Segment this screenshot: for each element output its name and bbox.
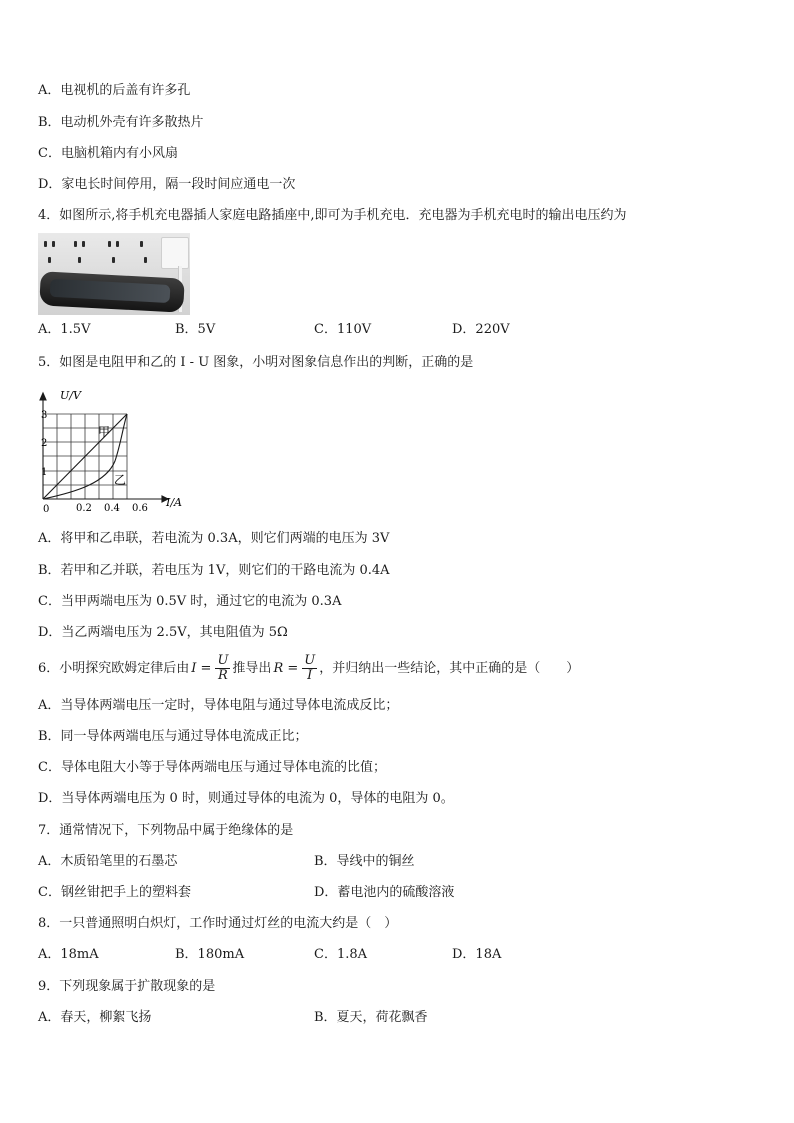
q5-option-a: A．将甲和乙串联，若电流为 0.3A，则它们两端的电压为 3V [38, 531, 390, 546]
q4-option-d: D．220V [452, 322, 510, 337]
q3-option-d: D．家电长时间停用，隔一段时间应通电一次 [38, 177, 296, 192]
formula-i-fraction: $\frac{U}{R}$ [217, 653, 229, 683]
x-tick-06: 0.6 [132, 503, 148, 514]
curve-label-yi: 乙 [114, 473, 127, 487]
q4-option-b: B．5V [175, 322, 216, 337]
formula-i-equals: I = [191, 660, 212, 676]
q8-option-c: C．1.8A [314, 947, 368, 962]
q8-option-a: A．18mA [38, 947, 99, 962]
q8-option-d: D．18A [452, 947, 502, 962]
q8-option-b: B．180mA [175, 947, 245, 962]
graph-axes [40, 393, 168, 502]
q4-option-a: A．1.5V [38, 322, 91, 337]
q7-stem: 7．通常情况下，下列物品中属于绝缘体的是 [38, 823, 294, 838]
q4-stem: 4．如图所示,将手机充电器插人家庭电路插座中,即可为手机充电．充电器为手机充电时的输出电压约为 [38, 208, 627, 223]
q5-option-d: D．当乙两端电压为 2.5V，其电阻值为 5Ω [38, 625, 288, 640]
q7-option-d: D．蓄电池内的硫酸溶液 [314, 885, 455, 900]
q6-option-d: D．当导体两端电压为 0 时，则通过导体的电流为 0，导体的电阻为 0。 [38, 791, 454, 806]
q7-option-b: B．导线中的铜丝 [314, 854, 415, 869]
y-tick-2: 2 [41, 438, 48, 449]
q7-option-c: C．钢丝钳把手上的塑料套 [38, 885, 191, 900]
q8-stem: 8．一只普通照明白炽灯，工作时通过灯丝的电流大约是（ ） [38, 916, 398, 931]
q6-option-a: A．当导体两端电压一定时，导体电阻与通过导体电流成反比； [38, 698, 399, 713]
q5-option-c: C．当甲两端电压为 0.5V 时，通过它的电流为 0.3A [38, 594, 342, 609]
y-tick-1: 1 [41, 467, 48, 478]
iu-graph [36, 385, 196, 515]
smartphone [39, 271, 185, 312]
formula-r-equals: R = [273, 660, 299, 676]
y-axis-label: U/V [60, 389, 81, 402]
q5-stem: 5．如图是电阻甲和乙的 I - U 图象，小明对图象信息作出的判断，正确的是 [38, 355, 474, 370]
curve-label-jia: 甲 [98, 425, 111, 439]
x-tick-04: 0.4 [104, 503, 120, 514]
q6-stem [38, 653, 579, 685]
q9-option-a: A．春天，柳絮飞扬 [38, 1010, 152, 1025]
q5-option-b: B．若甲和乙并联，若电压为 1V，则它们的干路电流为 0.4A [38, 563, 390, 578]
q3-option-c: C．电脑机箱内有小风扇 [38, 146, 178, 161]
charger-plug [161, 237, 189, 269]
x-axis-label: I/A [166, 496, 182, 509]
q9-option-b: B．夏天，荷花飘香 [314, 1010, 428, 1025]
q4-option-c: C．110V [314, 322, 372, 337]
q6-option-b: B．同一导体两端电压与通过导体电流成正比； [38, 729, 308, 744]
phone-charger-photo [38, 233, 190, 315]
q6-stem-suffix: ，并归纳出一些结论，其中正确的是（ ） [319, 661, 580, 676]
formula-r-fraction: $\frac{U}{I}$ [304, 653, 316, 683]
q6-option-c: C．导体电阻大小等于导体两端电压与通过导体电流的比值； [38, 760, 386, 775]
q6-stem-prefix: 6．小明探究欧姆定律后由 [38, 661, 190, 676]
q3-option-b: B．电动机外壳有许多散热片 [38, 115, 204, 130]
q3-option-a: A．电视机的后盖有许多孔 [38, 83, 191, 98]
x-tick-02: 0.2 [76, 503, 92, 514]
q9-stem: 9．下列现象属于扩散现象的是 [38, 979, 216, 994]
q7-option-a: A．木质铅笔里的石墨芯 [38, 854, 178, 869]
q6-stem-mid: 推导出 [232, 661, 272, 676]
origin-label: 0 [43, 504, 50, 515]
y-tick-3: 3 [41, 410, 48, 421]
